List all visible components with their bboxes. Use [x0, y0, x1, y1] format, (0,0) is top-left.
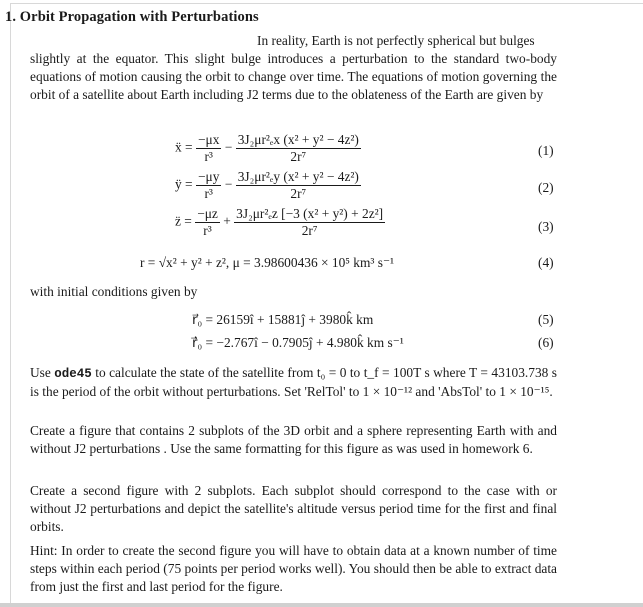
section-title: 1. Orbit Propagation with Perturbations [5, 9, 259, 25]
equation-1 [175, 132, 361, 165]
eq3-term2-num: 3J₂μr²ₑz [−3 (x² + y²) + 2z²] [236, 206, 384, 221]
initial-conditions-label: with initial conditions given by [30, 284, 198, 299]
eq6-number: (6) [538, 335, 554, 350]
intro-rest: slightly at the equator. This slight bulge introduces a perturbation to the standard two-body equations of motion causing the orbit to change over time. The equations of motion governing the orbit of a satellite about Earth including J2 terms due to the oblateness of the Earth are given by [30, 51, 557, 102]
ode-text-a: Use [30, 365, 55, 380]
equation-3 [175, 206, 385, 239]
frame-bottom-border [0, 603, 643, 607]
equation-6: ṙ⃗₀ = −2.767î − 0.7905ĵ + 4.980k̂ km s⁻¹ [192, 335, 404, 350]
frame-top-border [10, 3, 643, 4]
eq1-lhs: ẍ = [175, 139, 193, 155]
equation-5: r⃗₀ = 26159î + 15881ĵ + 3980k̂ km [192, 312, 374, 327]
intro-first-line: In reality, Earth is not perfectly spherical but bulges [257, 33, 535, 48]
eq1-term2-den: 2r⁷ [290, 149, 307, 164]
eq1-term1-num: −μx [197, 132, 220, 147]
eq1-number: (1) [538, 143, 554, 158]
eq5-number: (5) [538, 312, 554, 327]
eq3-term1 [195, 206, 220, 239]
eq2-operator: − [224, 176, 233, 192]
eq3-operator: + [223, 213, 231, 229]
eq1-term2 [236, 132, 361, 165]
eq2-lhs: ÿ = [175, 176, 193, 192]
frame-left-border [10, 3, 11, 607]
eq2-term1 [196, 169, 221, 202]
eq1-term1 [196, 132, 221, 165]
equation-2 [175, 169, 361, 202]
eq3-lhs: z̈ = [175, 213, 192, 229]
eq1-operator: − [224, 139, 233, 155]
figure2-paragraph: Create a second figure with 2 subplots. Each subplot should correspond to the case with or without J2 perturbations and depict the satellite's altitude versus period time for the first and final orbits. [30, 483, 557, 534]
equation-4: r = √x² + y² + z², μ = 3.98600436 × 10⁵ km³ s⁻¹ [140, 255, 395, 270]
eq2-number: (2) [538, 180, 554, 195]
figure1-paragraph: Create a figure that contains 2 subplots of the 3D orbit and a sphere representing Earth with and without J2 perturbations . Use the same formatting for this figure as was used in homework 6. [30, 423, 557, 456]
ode45-code: ode45 [54, 367, 92, 381]
eq2-term2 [236, 169, 361, 202]
eq2-term2-num: 3J₂μr²ₑy (x² + y² − 4z²) [237, 169, 359, 184]
eq3-number: (3) [538, 219, 554, 234]
eq3-term2 [234, 206, 385, 239]
eq1-term2-num: 3J₂μr²ₑx (x² + y² − 4z²) [237, 132, 359, 147]
eq3-term1-num: −μz [197, 206, 218, 221]
eq2-term1-den: r³ [204, 186, 213, 201]
eq2-term2-den: 2r⁷ [290, 186, 307, 201]
eq2-term1-num: −μy [197, 169, 220, 184]
eq3-term1-den: r³ [203, 223, 212, 238]
ode-text-b: to calculate the state of the satellite from t₀ = 0 to t_f = 100T s where T = 43103.738 s is the period of the orbit without perturbations. Set 'RelTol' to 1 × 10⁻¹² and 'AbsTol' to 1 × 10⁻¹⁵. [30, 365, 557, 399]
eq1-term1-den: r³ [204, 149, 213, 164]
ode-paragraph [30, 364, 557, 401]
hint-paragraph: Hint: In order to create the second figure you will have to obtain data at a known number of time steps within each period (75 points per period works well). You should then be able to extract data from just the first and last period for the figure. [30, 543, 557, 594]
eq4-number: (4) [538, 255, 554, 270]
intro-paragraph [30, 32, 557, 104]
eq3-term2-den: 2r⁷ [301, 223, 318, 238]
